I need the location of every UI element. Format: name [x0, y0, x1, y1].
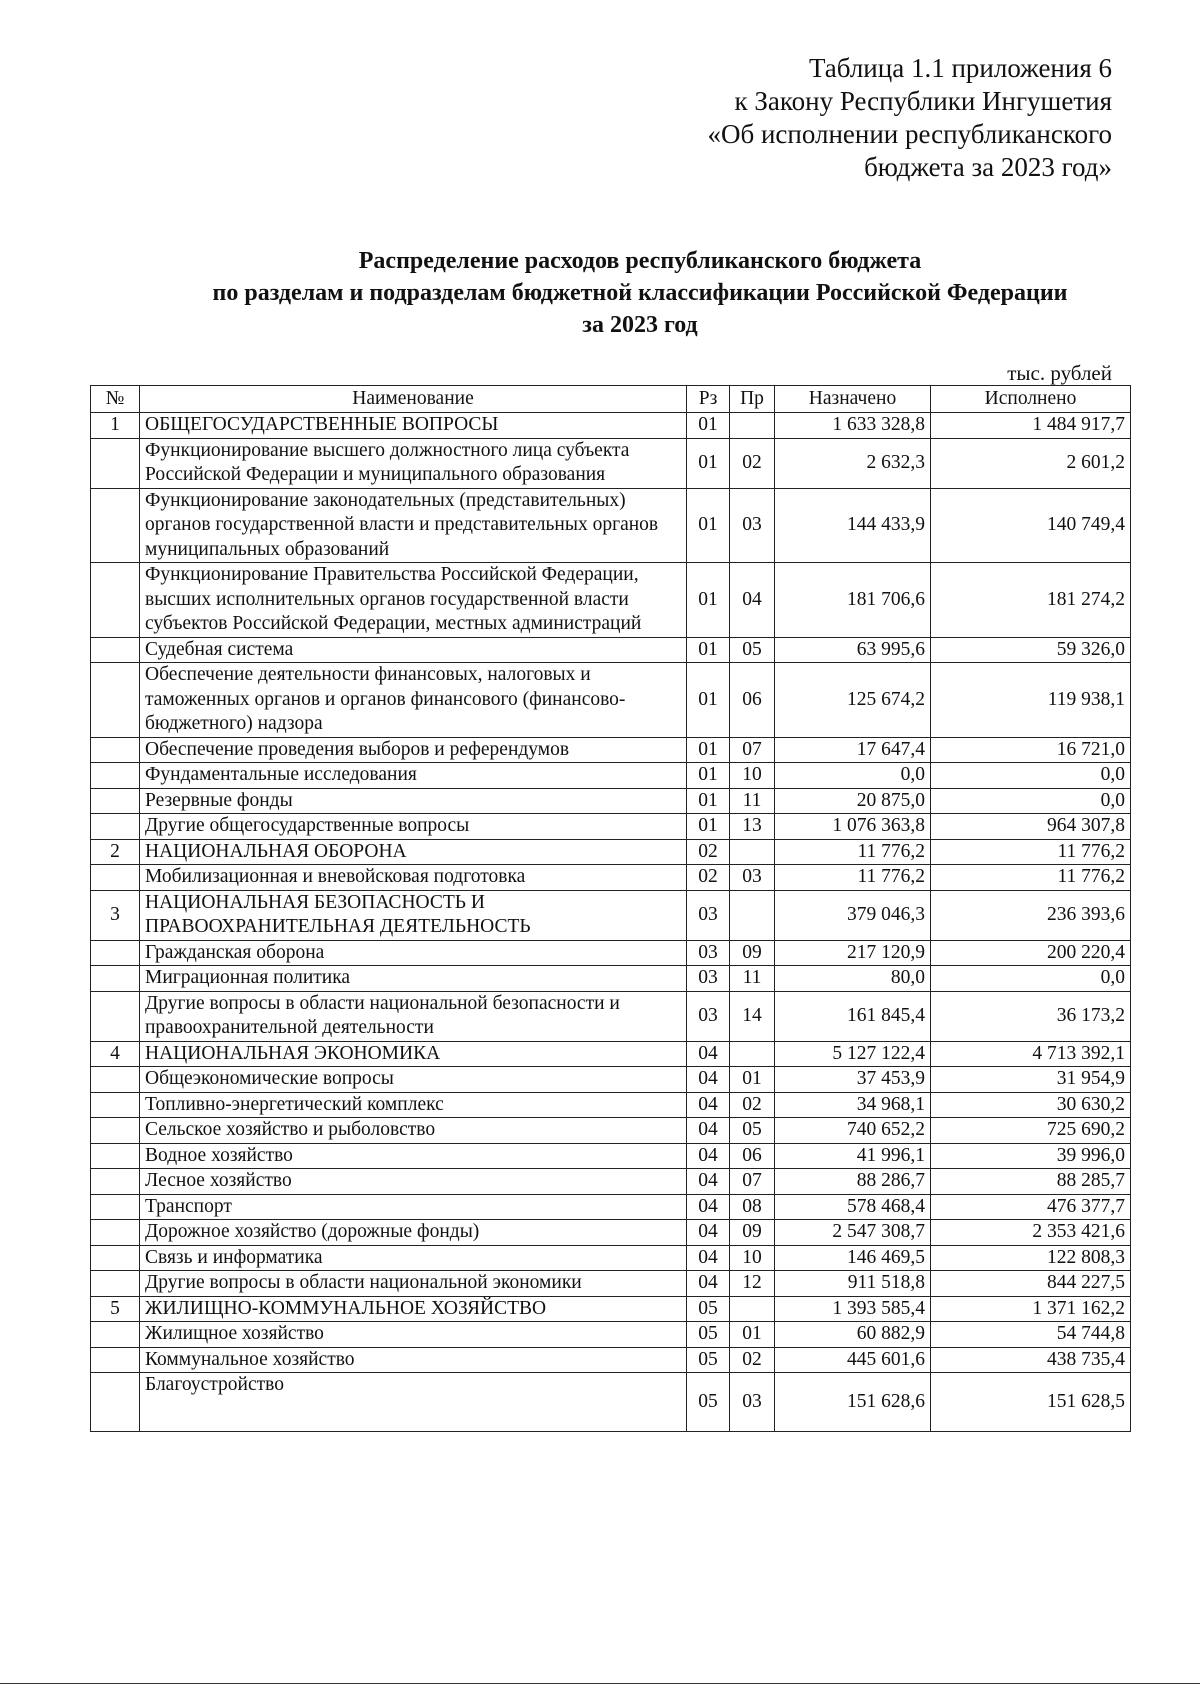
row-name: Транспорт — [140, 1194, 687, 1220]
col-header-name: Наименование — [140, 386, 687, 413]
row-executed: 140 749,4 — [931, 488, 1131, 563]
row-subsection-code: 02 — [730, 1347, 775, 1373]
table-row — [91, 1347, 1131, 1373]
row-section-code: 05 — [687, 1347, 730, 1373]
row-executed: 236 393,6 — [931, 890, 1131, 940]
row-number — [91, 1143, 140, 1169]
row-number — [91, 788, 140, 814]
row-planned: 5 127 122,4 — [775, 1041, 931, 1067]
row-planned: 578 468,4 — [775, 1194, 931, 1220]
row-section-code: 01 — [687, 488, 730, 563]
row-subsection-code: 10 — [730, 763, 775, 789]
table-row — [91, 1067, 1131, 1093]
row-planned: 17 647,4 — [775, 737, 931, 763]
row-number — [91, 1169, 140, 1195]
row-executed: 54 744,8 — [931, 1322, 1131, 1348]
row-name: Функционирование законодательных (представительных) органов государственной власти и представительных органов муниципальных образований — [140, 488, 687, 563]
row-planned: 740 652,2 — [775, 1118, 931, 1144]
row-number — [91, 1092, 140, 1118]
row-number — [91, 1118, 140, 1144]
title-line-1: Распределение расходов республиканского бюджета — [358, 248, 922, 274]
row-section-code: 04 — [687, 1041, 730, 1067]
document-title — [140, 245, 1140, 341]
table-row — [91, 1245, 1131, 1271]
row-number — [91, 1322, 140, 1348]
row-name: Связь и информатика — [140, 1245, 687, 1271]
row-number — [91, 1271, 140, 1297]
row-section-code: 01 — [687, 663, 730, 738]
table-row — [91, 991, 1131, 1041]
row-executed: 4 713 392,1 — [931, 1041, 1131, 1067]
row-planned: 161 845,4 — [775, 991, 931, 1041]
row-section-code: 04 — [687, 1118, 730, 1144]
table-row — [91, 1296, 1131, 1322]
table-row — [91, 1118, 1131, 1144]
row-name: Резервные фонды — [140, 788, 687, 814]
row-section-code: 01 — [687, 737, 730, 763]
row-number — [91, 1194, 140, 1220]
row-executed: 438 735,4 — [931, 1347, 1131, 1373]
row-subsection-code — [730, 1041, 775, 1067]
row-section-code: 04 — [687, 1245, 730, 1271]
row-subsection-code: 09 — [730, 1220, 775, 1246]
table-row — [91, 438, 1131, 488]
row-planned: 11 776,2 — [775, 839, 931, 865]
row-name: Дорожное хозяйство (дорожные фонды) — [140, 1220, 687, 1246]
row-executed: 16 721,0 — [931, 737, 1131, 763]
row-planned: 2 632,3 — [775, 438, 931, 488]
row-number — [91, 1347, 140, 1373]
row-executed: 39 996,0 — [931, 1143, 1131, 1169]
table-header-row — [91, 386, 1131, 413]
table-row — [91, 1194, 1131, 1220]
row-planned: 34 968,1 — [775, 1092, 931, 1118]
row-planned: 1 076 363,8 — [775, 814, 931, 840]
row-number — [91, 563, 140, 638]
row-section-code: 01 — [687, 413, 730, 439]
row-number — [91, 991, 140, 1041]
row-subsection-code: 01 — [730, 1322, 775, 1348]
row-subsection-code: 07 — [730, 1169, 775, 1195]
row-planned: 1 633 328,8 — [775, 413, 931, 439]
row-section-code: 03 — [687, 966, 730, 992]
row-executed: 1 371 162,2 — [931, 1296, 1131, 1322]
header-line-4: бюджета за 2023 год» — [864, 152, 1112, 182]
row-executed: 0,0 — [931, 966, 1131, 992]
row-subsection-code — [730, 839, 775, 865]
row-name: Гражданская оборона — [140, 940, 687, 966]
row-section-code: 04 — [687, 1194, 730, 1220]
row-executed: 119 938,1 — [931, 663, 1131, 738]
row-section-code: 04 — [687, 1169, 730, 1195]
row-name: Другие вопросы в области национальной безопасности и правоохранительной деятельности — [140, 991, 687, 1041]
row-executed: 59 326,0 — [931, 637, 1131, 663]
table-row — [91, 1143, 1131, 1169]
row-subsection-code: 05 — [730, 1118, 775, 1144]
row-executed: 0,0 — [931, 763, 1131, 789]
row-planned: 2 547 308,7 — [775, 1220, 931, 1246]
row-executed: 964 307,8 — [931, 814, 1131, 840]
row-executed: 2 353 421,6 — [931, 1220, 1131, 1246]
row-subsection-code: 01 — [730, 1067, 775, 1093]
row-name: Жилищное хозяйство — [140, 1322, 687, 1348]
row-subsection-code: 08 — [730, 1194, 775, 1220]
row-section-code: 02 — [687, 839, 730, 865]
row-subsection-code — [730, 890, 775, 940]
table-row — [91, 488, 1131, 563]
row-name: Сельское хозяйство и рыболовство — [140, 1118, 687, 1144]
title-line-3: за 2023 год — [582, 312, 698, 338]
row-subsection-code — [730, 413, 775, 439]
row-name: Функционирование высшего должностного лица субъекта Российской Федерации и муниципального образования — [140, 438, 687, 488]
row-planned: 20 875,0 — [775, 788, 931, 814]
row-number — [91, 438, 140, 488]
table-row — [91, 966, 1131, 992]
table-row — [91, 637, 1131, 663]
row-section-code: 01 — [687, 637, 730, 663]
row-subsection-code: 10 — [730, 1245, 775, 1271]
row-number: 5 — [91, 1296, 140, 1322]
row-name: НАЦИОНАЛЬНАЯ ОБОРОНА — [140, 839, 687, 865]
row-planned: 63 995,6 — [775, 637, 931, 663]
row-planned: 146 469,5 — [775, 1245, 931, 1271]
row-executed: 1 484 917,7 — [931, 413, 1131, 439]
row-section-code: 01 — [687, 438, 730, 488]
row-section-code: 04 — [687, 1271, 730, 1297]
row-planned: 181 706,6 — [775, 563, 931, 638]
row-subsection-code: 03 — [730, 1373, 775, 1432]
table-row — [91, 663, 1131, 738]
header-line-2: к Закону Республики Ингушетия — [734, 86, 1112, 116]
col-header-planned: Назначено — [775, 386, 931, 413]
row-number — [91, 1373, 140, 1432]
table-row — [91, 1220, 1131, 1246]
row-name: Обеспечение проведения выборов и референдумов — [140, 737, 687, 763]
col-header-number: № — [91, 386, 140, 413]
table-body — [91, 413, 1131, 1432]
table-row — [91, 1041, 1131, 1067]
row-planned: 445 601,6 — [775, 1347, 931, 1373]
row-subsection-code: 09 — [730, 940, 775, 966]
table-row — [91, 737, 1131, 763]
row-number — [91, 1220, 140, 1246]
table-row — [91, 1373, 1131, 1432]
row-name: Коммунальное хозяйство — [140, 1347, 687, 1373]
row-subsection-code: 04 — [730, 563, 775, 638]
row-section-code: 01 — [687, 814, 730, 840]
row-name: Функционирование Правительства Российской Федерации, высших исполнительных органов государственной власти субъектов Российской Федерации, местных администраций — [140, 563, 687, 638]
row-number — [91, 637, 140, 663]
row-section-code: 04 — [687, 1220, 730, 1246]
col-header-section: Рз — [687, 386, 730, 413]
table-row — [91, 1271, 1131, 1297]
row-executed: 181 274,2 — [931, 563, 1131, 638]
row-planned: 60 882,9 — [775, 1322, 931, 1348]
row-number — [91, 966, 140, 992]
table-row — [91, 413, 1131, 439]
col-header-executed: Исполнено — [931, 386, 1131, 413]
row-section-code: 02 — [687, 865, 730, 891]
row-executed: 725 690,2 — [931, 1118, 1131, 1144]
table-row — [91, 839, 1131, 865]
row-subsection-code — [730, 1296, 775, 1322]
row-planned: 379 046,3 — [775, 890, 931, 940]
row-section-code: 05 — [687, 1322, 730, 1348]
row-planned: 125 674,2 — [775, 663, 931, 738]
row-planned: 1 393 585,4 — [775, 1296, 931, 1322]
row-executed: 31 954,9 — [931, 1067, 1131, 1093]
row-executed: 476 377,7 — [931, 1194, 1131, 1220]
row-subsection-code: 13 — [730, 814, 775, 840]
row-section-code: 03 — [687, 940, 730, 966]
row-number — [91, 488, 140, 563]
row-planned: 0,0 — [775, 763, 931, 789]
row-planned: 144 433,9 — [775, 488, 931, 563]
row-name: Благоустройство — [140, 1373, 687, 1432]
row-name: Общеэкономические вопросы — [140, 1067, 687, 1093]
row-subsection-code: 06 — [730, 663, 775, 738]
row-subsection-code: 02 — [730, 438, 775, 488]
row-executed: 30 630,2 — [931, 1092, 1131, 1118]
row-name: Мобилизационная и вневойсковая подготовка — [140, 865, 687, 891]
row-subsection-code: 03 — [730, 865, 775, 891]
table-row — [91, 788, 1131, 814]
row-number: 2 — [91, 839, 140, 865]
row-number — [91, 940, 140, 966]
row-planned: 151 628,6 — [775, 1373, 931, 1432]
row-name: Топливно-энергетический комплекс — [140, 1092, 687, 1118]
table-row — [91, 563, 1131, 638]
row-name: НАЦИОНАЛЬНАЯ БЕЗОПАСНОСТЬ И ПРАВООХРАНИТЕЛЬНАЯ ДЕЯТЕЛЬНОСТЬ — [140, 890, 687, 940]
row-name: Водное хозяйство — [140, 1143, 687, 1169]
row-number — [91, 737, 140, 763]
row-subsection-code: 03 — [730, 488, 775, 563]
row-executed: 122 808,3 — [931, 1245, 1131, 1271]
budget-table — [90, 385, 1131, 1432]
row-section-code: 03 — [687, 890, 730, 940]
row-number — [91, 763, 140, 789]
row-executed: 151 628,5 — [931, 1373, 1131, 1432]
row-name: НАЦИОНАЛЬНАЯ ЭКОНОМИКА — [140, 1041, 687, 1067]
row-name: Другие вопросы в области национальной экономики — [140, 1271, 687, 1297]
row-executed: 0,0 — [931, 788, 1131, 814]
row-name: Фундаментальные исследования — [140, 763, 687, 789]
row-executed: 200 220,4 — [931, 940, 1131, 966]
row-executed: 2 601,2 — [931, 438, 1131, 488]
table-row — [91, 814, 1131, 840]
row-planned: 37 453,9 — [775, 1067, 931, 1093]
row-planned: 88 286,7 — [775, 1169, 931, 1195]
row-subsection-code: 12 — [730, 1271, 775, 1297]
table-row — [91, 865, 1131, 891]
row-planned: 80,0 — [775, 966, 931, 992]
row-number: 3 — [91, 890, 140, 940]
table-row — [91, 1092, 1131, 1118]
row-planned: 217 120,9 — [775, 940, 931, 966]
row-number — [91, 865, 140, 891]
row-executed: 11 776,2 — [931, 865, 1131, 891]
row-section-code: 01 — [687, 563, 730, 638]
row-number — [91, 663, 140, 738]
table-row — [91, 763, 1131, 789]
row-number — [91, 1067, 140, 1093]
units-label: тыс. рублей — [1007, 361, 1112, 385]
document-header — [707, 52, 1112, 184]
row-name: Другие общегосударственные вопросы — [140, 814, 687, 840]
row-name: Миграционная политика — [140, 966, 687, 992]
row-subsection-code: 05 — [730, 637, 775, 663]
row-planned: 911 518,8 — [775, 1271, 931, 1297]
row-executed: 36 173,2 — [931, 991, 1131, 1041]
row-planned: 11 776,2 — [775, 865, 931, 891]
table-row — [91, 940, 1131, 966]
row-subsection-code: 02 — [730, 1092, 775, 1118]
row-name: ОБЩЕГОСУДАРСТВЕННЫЕ ВОПРОСЫ — [140, 413, 687, 439]
row-executed: 844 227,5 — [931, 1271, 1131, 1297]
row-executed: 11 776,2 — [931, 839, 1131, 865]
row-section-code: 04 — [687, 1067, 730, 1093]
title-line-2: по разделам и подразделам бюджетной классификации Российской Федерации — [212, 280, 1068, 306]
table-row — [91, 1322, 1131, 1348]
table-row — [91, 890, 1131, 940]
row-section-code: 01 — [687, 763, 730, 789]
row-section-code: 04 — [687, 1092, 730, 1118]
row-name: Лесное хозяйство — [140, 1169, 687, 1195]
row-number: 1 — [91, 413, 140, 439]
row-name: ЖИЛИЩНО-КОММУНАЛЬНОЕ ХОЗЯЙСТВО — [140, 1296, 687, 1322]
row-subsection-code: 06 — [730, 1143, 775, 1169]
row-name: Обеспечение деятельности финансовых, налоговых и таможенных органов и органов финансового (финансово-бюджетного) надзора — [140, 663, 687, 738]
row-section-code: 01 — [687, 788, 730, 814]
row-planned: 41 996,1 — [775, 1143, 931, 1169]
row-subsection-code: 14 — [730, 991, 775, 1041]
header-line-1: Таблица 1.1 приложения 6 — [808, 53, 1112, 83]
row-executed: 88 285,7 — [931, 1169, 1131, 1195]
row-subsection-code: 07 — [730, 737, 775, 763]
row-subsection-code: 11 — [730, 966, 775, 992]
row-number — [91, 814, 140, 840]
row-number — [91, 1245, 140, 1271]
row-number: 4 — [91, 1041, 140, 1067]
header-line-3: «Об исполнении республиканского — [707, 119, 1112, 149]
row-section-code: 05 — [687, 1296, 730, 1322]
row-section-code: 04 — [687, 1143, 730, 1169]
page-bottom-rule — [0, 1683, 1200, 1684]
row-name: Судебная система — [140, 637, 687, 663]
row-subsection-code: 11 — [730, 788, 775, 814]
row-section-code: 03 — [687, 991, 730, 1041]
table-row — [91, 1169, 1131, 1195]
col-header-subsection: Пр — [730, 386, 775, 413]
row-section-code: 05 — [687, 1373, 730, 1432]
